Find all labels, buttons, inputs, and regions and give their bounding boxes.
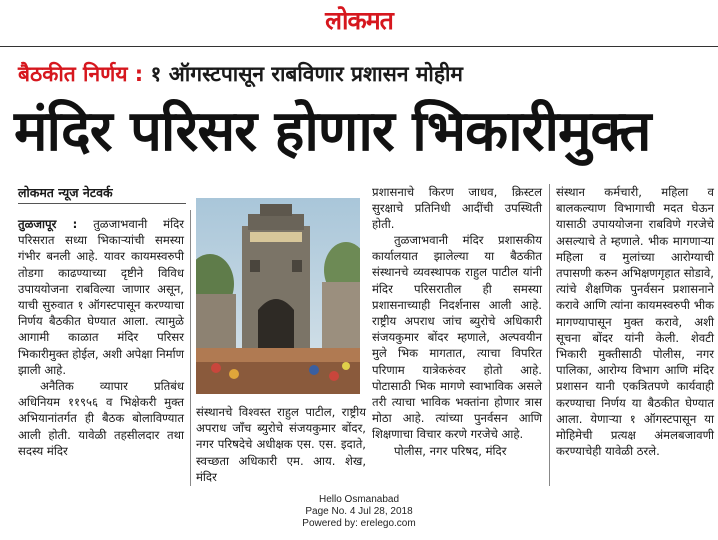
temple-photo-image — [196, 198, 360, 394]
headline: मंदिर परिसर होणार भिकारीमुक्त — [14, 99, 651, 164]
column-divider — [549, 184, 550, 486]
article-column-4: संस्थान कर्मचारी, महिला व बालकल्याण विभागाची मदत घेऊन यासाठी उपाययोजना राबविणे गरजेचे असल्याचे ते म्हणाले. भीक मागणाऱ्या महिला व मुलांच्या आरोग्याची तपासणी करुन अभिक्षणगृहात सोडावे, त्यांचे शैक्षणिक पुनर्वसन प्रशासनाने करावे आणि त्यांना कायमस्वरुपी भीक मागण्यापासून मुक्त करावे, अशी सूचना बोंदर यांनी केली. शेवटी भिकारी मुक्तीसाठी पोलीस, नगर पालिका, आरोग्य विभाग आणि मंदिर प्रशासन यानी एकत्रितपणे कार्यवाही करण्याचा निर्णय या बैठकीत घेण्यात आला. येणाऱ्या १ ऑगस्टपासून या मोहिमेची प्रत्यक्ष अंमलबजावणी करण्याचेही यावेळी ठरले. — [556, 185, 714, 459]
column-paragraph: तुळजाभवानी मंदिर प्रशासकीय कार्यालयात झालेल्या या बैठकीत संस्थानचे व्यवस्थापक राहुल पाटील यांनी मंदिर परिसरातील ही समस्या प्रशासनाच्याही निदर्शनास आली आहे. राष्ट्रीय अपराध जांच ब्युरोचे अधिकारी संजयकुमार बोंदर म्हणाले, अल्पवयीन मुले भिक मागतात, त्याचा विपरित परिणाम यात्रेकरुंवर होतो आहे. पोटासाठी भिक मागणे स्वाभाविक असले तरी त्याचा भाविक भक्तांना होणार त्रास मोठा आहे. त्यांच्या पुनर्वसन आणि शिक्षणाचा विचार करणे गरजेचे आहे. — [372, 233, 542, 442]
credit-source: Hello Osmanabad — [318, 494, 400, 505]
column-paragraph: पोलीस, नगर परिषद, मंदिर — [394, 443, 507, 458]
article-column-3 — [372, 232, 542, 459]
kicker-label: बैठकीत निर्णय : — [18, 62, 144, 86]
masthead — [0, 0, 718, 44]
article-column-1 — [18, 216, 184, 459]
dateline: तुळजापूर : — [18, 217, 78, 231]
article-column-3-top: प्रशासनाचे किरण जाधव, क्रिस्टल सुरक्षाचे प्रतिनिधी आदींची उपस्थिती होती. — [372, 185, 542, 232]
page-credit — [200, 494, 518, 530]
kicker-text: १ ऑगस्टपासून राबविणार प्रशासन मोहीम — [150, 62, 463, 86]
credit-page-date: Page No. 4 Jul 28, 2018 — [305, 506, 413, 517]
article-column-2: संस्थानचे विश्वस्त राहुल पाटील, राष्ट्रीय अपराध जाँच ब्युरोचे संजयकुमार बोंदर, नगर परिषदेचे अधीक्षक एस. एस. इदाते, स्वच्छता अधिकारी एम. आय. शेख, मंदिर — [196, 405, 366, 484]
masthead-divider — [0, 46, 718, 47]
column-divider — [190, 210, 191, 486]
byline: लोकमत न्यूज नेटवर्क — [18, 185, 113, 200]
headline-kicker — [18, 60, 463, 88]
newspaper-logo: लोकमत — [325, 6, 393, 35]
byline-divider — [18, 203, 186, 204]
credit-powered-by: Powered by: erelego.com — [302, 518, 416, 529]
column-paragraph: तुळजाभवानी मंदिर परिसरात सध्या भिकाऱ्यांची समस्या गंभीर बनली आहे. यावर कायमस्वरुपी तोडगा काढण्याच्या दृष्टीने विविध उपाययोजना राबविल्या जाणार असून, याची सुरुवात १ ऑगस्टपासून करण्याचा निर्णय बैठकीत घेण्यात आला. त्यामुळे आगामी काळात मंदिर परिसर भिकारीमुक्त होईल, अशी अपेक्षा निर्माण झाली आहे. — [18, 217, 184, 377]
temple-photo — [196, 198, 360, 394]
column-paragraph: अनैतिक व्यापार प्रतिबंध अधिनियम ११९५६ व भिक्षेकरी मुक्त अभियानांतर्गत ही बैठक बोलाविण्यात आली होती. यावेळी तहसीलदार तथा सदस्य मंदिर — [18, 379, 184, 458]
